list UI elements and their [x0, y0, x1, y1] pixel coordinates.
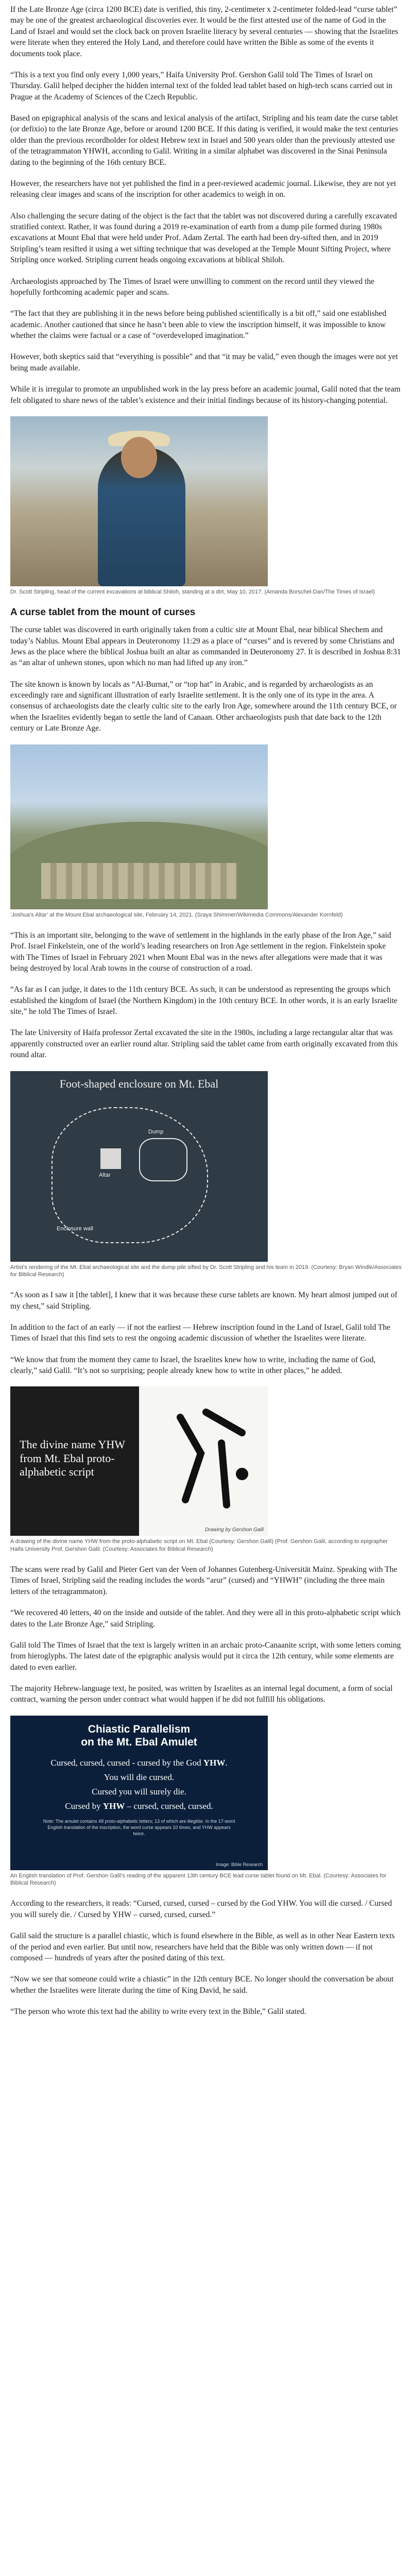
dump-outline [139, 1138, 187, 1181]
paragraph: While it is irregular to promote an unpublished work in the lay press before an academic journal, Galil noted that the team felt obligated to share news of the tablet’s existence and their initial findings because of its history-changing potential. [10, 385, 401, 405]
chiasm-line [10, 1801, 268, 1811]
paragraph: The majority Hebrew-language text, he posited, was written by Israelites as an internal legal document, a form of social contract, warning the person under contract what would happen if he did not fulfill his obligations. [10, 1684, 393, 1704]
chiasm-line [10, 1758, 268, 1768]
site-map-figure[interactable] [10, 1071, 268, 1262]
paragraph: However, the researchers have not yet published the find in a peer-reviewed academic journal. Likewise, they are not yet releasing clear images and scans of the inscription for other academics to weigh in on. [10, 179, 397, 199]
divine-name-figure[interactable] [10, 1386, 268, 1536]
paragraph: “The fact that they are publishing it in the news before being published scientifically is a bit off,” said one established academic. Another cautioned that since he hasn’t been able to view the inscription himself, it was impossible to know whether the claims were factual or a case of “overdeveloped imagination.” [10, 309, 387, 340]
paragraph: “The person who wrote this text had the ability to write every text in the Bible,” Galil stated. [10, 2007, 306, 2016]
paragraph: “Now we see that someone could write a chiastic” in the 12th century BCE. No longer should the conversation be about whether the Israelites were literate during the time of King David, he said. [10, 1975, 394, 1995]
photo-caption: Dr. Scott Stripling, head of the current excavations at biblical Shiloh, standing at a dirt, May 10, 2017. (Amanda Borschel-Dan/The Times of Israel) [10, 588, 375, 595]
chiasm-line: Cursed you will surely die. [92, 1787, 186, 1797]
drawing-credit: Drawing by Gershon Galil [205, 1527, 264, 1533]
paragraph: “We recovered 40 letters, 40 on the inside and outside of the tablet. And they were all in this proto-alphabetic script which dates to the Late Bronze Age,” said Stripling. [10, 1608, 401, 1629]
dump-label: Dump [148, 1128, 164, 1135]
altar-square [100, 1148, 121, 1169]
divine-name-highlight: YHW [203, 1758, 226, 1768]
paragraph: If the Late Bronze Age (circa 1200 BCE) date is verified, this tiny, 2-centimeter x 2-centimeter folded-lead “curse tablet” may be one of the greatest archaeological discoveries ever. It would be the first attested use of the name of God in the Land of Israel and would set the clock back on proven Israelite literacy by several centuries — showing that the Israelites were literate when they entered the Holy Land, and therefore could have written the Bible as some of the events it documents took place. [10, 5, 399, 58]
paragraph: The scans were read by Galil and Pieter Gert van der Veen of Johannes Gutenberg-Universität Mainz. Speaking with The Times of Israel, Stripling said the reading includes the words “arur” (cursed) and “YHWH” (including the three main letters of the tetragrammaton). [10, 1565, 398, 1596]
photo-caption: ‘Joshua’s Altar’ at the Mount Ebal archaeological site, February 14, 2021. (Sraya Shimmer/Wikimedia Commons/Alexander Kornfeld) [10, 911, 343, 918]
altar-stones-shape [41, 863, 237, 899]
proto-alphabetic-glyph-icon [165, 1397, 258, 1520]
map-title: Foot-shaped enclosure on Mt. Ebal [59, 1077, 219, 1090]
chiasm-text: Cursed, cursed, cursed - cursed by the God [50, 1758, 203, 1768]
paragraph: The curse tablet was discovered in earth originally taken from a cultic site at Mount Ebal, near biblical Shechem and today’s Nablus. Mount Ebal appears in Deuteronomy 11:29 as a place of “curses” and is revered by some Christians and Jews as the place where the biblical Joshua built an altar as commanded in Deuteronomy 27. It is described in Joshua 8:31 as “an altar of unhewn stones, upon which no man had lifted up any iron.” [10, 625, 401, 668]
paragraph: According to the researchers, it reads: “Cursed, cursed, cursed – cursed by the God YHW. You will die cursed. / Cursed you will surely die. / Cursed by YHW – cursed, cursed, cursed.” [10, 1899, 392, 1919]
chiasm-text: . [225, 1758, 228, 1768]
paragraph: “As far as I can judge, it dates to the 11th century BCE. As such, it can be understood as representing the groups which established the kingdom of Israel (the Northern Kingdom) in the 10th century BCE. In other words, it is an early Israelite site,” he told The Times of Israel. [10, 985, 398, 1016]
chiasm-text: Cursed by [65, 1801, 103, 1811]
paragraph: In addition to the fact of an early — if not the earliest — Hebrew inscription found in the Land of Israel, Galil told The Times of Israel that this find sets to rest the ongoing academic discussion of whether the Israelites were literate. [10, 1323, 390, 1343]
intro-paragraphs [10, 4, 402, 406]
map-caption: Artist’s rendering of the Mt. Ebal archaeological site and the dump pile sifted by Dr. Scott Stripling and his team in 2019. (Courtesy: Bryan Windle/Associates for Biblical Research) [10, 1264, 402, 1278]
enclosure-label: Enclosure wall [57, 1225, 93, 1232]
chiasm-title [10, 1716, 268, 1749]
paragraph: Archaeologists approached by The Times of Israel were unwilling to comment on the record until they viewed the hopefully forthcoming academic paper and scans. [10, 277, 374, 297]
article-body [10, 0, 402, 2017]
paragraph: Galil said the structure is a parallel chiastic, which is found elsewhere in the Bible, as well as in other Near Eastern texts of the period and even earlier. But until now, researchers have held that the Bible was only written down — if not composed — hundreds of years after the posited dating of this text. [10, 1931, 395, 1962]
section-heading: A curse tablet from the mount of curses [10, 607, 196, 618]
paragraph: “This is a text you find only every 1,000 years,” Haifa University Prof. Gershon Galil told The Times of Israel on Thursday. Galil helped decipher the hidden internal text of the folded lead tablet based on high-tech scans carried out in Prague at the Academy of Sciences of the Czech Republic. [10, 70, 392, 101]
paragraph: “This is an important site, belonging to the wave of settlement in the highlands in the early phase of the Iron Age,” said Prof. Israel Finkelstein, one of the world’s leading researchers on Iron Age settlement in the region. Finkelstein spoke with The Times of Israel in February 2021 when Mount Ebal was in the news after allegations were made that it was being destroyed by local Arab towns in the course of construction of a road. [10, 930, 391, 973]
paragraph: Based on epigraphical analysis of the scans and lexical analysis of the artifact, Stripling and his team date the curse tablet (or defixio) to the late Bronze Age, before or around 1200 BCE. If this dating is verified, it would make the text centuries older than the previous recordholder for oldest Hebrew text in Israel and 500 years older than the previously attested use of the tetragrammaton YHWH, according to Galil. Writing in a similar alphabet was discovered in the Sinai Peninsula dating to the beginning of the 16th century BCE. [10, 114, 398, 167]
figure-caption: A drawing of the divine name YHW from the proto-alphabetic script on Mt. Ebal (Courtesy: Gershon Galil) (Prof. Gershon Galil, according to epigrapher Haifa University Prof. Gershon Galil. (Courtesy: Associates for Biblical Research) [10, 1538, 388, 1552]
divine-name-panel-text: The divine name YHW from Mt. Ebal proto-alphabetic script [20, 1438, 125, 1479]
paragraph: “As soon as I saw it [the tablet], I knew that it was because these curse tablets are known. My heart almost jumped out of my chest,” said Stripling. [10, 1291, 398, 1311]
altar-label: Altar [99, 1172, 111, 1178]
divine-name-highlight: YHW [102, 1801, 125, 1811]
chiasm-title-line2: on the Mt. Ebal Amulet [81, 1736, 197, 1748]
paragraph: “We know that from the moment they came to Israel, the Israelites knew how to write, including the name of God, clearly,” said Galil. “It’s not so surprising; people already knew how to write in other places,” he added. [10, 1355, 376, 1376]
chiasm-credit: Image: Bible Research [215, 1861, 263, 1867]
paragraph: The late University of Haifa professor Zertal excavated the site in the 1980s, including a large rectangular altar that was apparently constructed over an earlier round altar. Stripling said the tablet came from earth originally excavated from this round altar. [10, 1028, 398, 1060]
chiasm-title-line1: Chiastic Parallelism [88, 1723, 191, 1735]
chiasm-note: Note: The amulet contains 48 proto-alphabetic letters; 13 of which are illegible. In the 17-word English translation of the inscription, the word curse appears 10 times, and YHW appears twice. [43, 1819, 235, 1836]
figure-caption: An English translation of Prof. Gershon Galil’s reading of the apparent 13th century BCE lead curse tablet found on Mt. Ebal. (Courtesy: Associates for Biblical Research) [10, 1872, 387, 1887]
paragraph: The site known is known by locals as “Al-Burnat,” or “top hat” in Arabic, and is regarded by archaeologists as an exceedingly rare and significant illustration of early Israelite settlement. It is the only one of its type in the area. A consensus of archaeologists date the clearly cultic site to the early Iron Age, somewhere around the 11th century BCE, or when the Israelites evidently began to settle the land of Canaan. Other archaeologists push that date back to the 12th century or Late Bronze Age. [10, 680, 397, 733]
paragraph: Also challenging the secure dating of the object is the fact that the tablet was not discovered during a carefully excavated stratified context. Rather, it was found during a 2019 re-examination of earth from a dump pile formed during 1980s excavations at Mount Ebal that were held under Prof. Adam Zertal. The earth had been dry-sifted then, and in 2019 Stripling’s team resifted it using a wet sifting technique that was developed at the Temple Mount Sifting Project, where Stripling once worked. Stripling current heads ongoing excavations at biblical Shiloh. [10, 211, 397, 265]
paragraph: However, both skeptics said that “everything is possible” and that “it may be valid,” even though the images were not yet being made available. [10, 352, 398, 372]
head-shape [121, 437, 157, 478]
mount-ebal-photo[interactable] [10, 744, 268, 909]
chiasm-line: You will die cursed. [104, 1772, 175, 1783]
paragraph: Galil told The Times of Israel that the text is largely written in an archaic proto-Canaanite script, with some letters coming from hieroglyphs. The latest date of the epigraphic analysis would put it circa the 12th century, while some elements are dated to even earlier. [10, 1640, 401, 1672]
chiasm-text: – cursed, cursed, cursed. [125, 1801, 213, 1811]
archaeologist-photo[interactable] [10, 416, 268, 586]
chiastic-parallelism-figure[interactable] [10, 1716, 268, 1870]
